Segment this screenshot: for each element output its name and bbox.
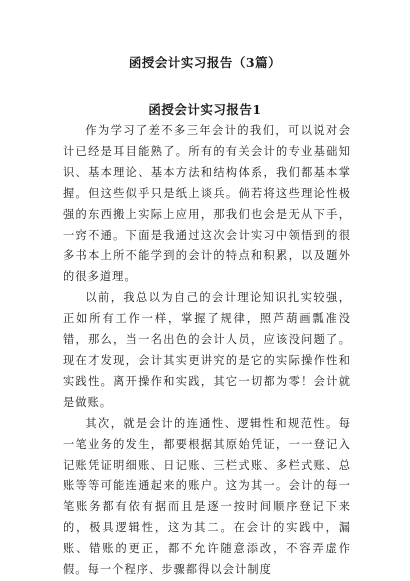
section-title: 函授会计实习报告1 [148, 102, 262, 117]
paragraph-1: 作为学习了差不多三年会计的我们，可以说对会计已经是耳目能熟了。所有的有关会计的专业基础知识、基本理论、基本方法和结构体系，我们都基本掌握。但这些似乎只是纸上谈兵。倘若将这些理论性极强的东西搬上实际上应用，那我们也会是无从下手，一窍不通。下面是我通过这次会计实习中领悟到的很多书本上所不能学到的会计的特点和积累，以及题外的很多道理。 [63, 124, 351, 284]
document-body [63, 121, 351, 581]
paragraph-2: 以前，我总以为自己的会计理论知识扎实较强，正如所有工作一样，掌握了规律，照芦葫画瓢准没错，那么，当一名出色的会计人员，应该没问题了。现在才发现，会计其实更讲究的是它的实际操作性和实践性。离开操作和实践，其它一切都为零！会计就是做账。 [63, 291, 351, 409]
document-title: 函授会计实习报告（3篇） [128, 55, 282, 70]
paragraph-3: 其次，就是会计的连通性、逻辑性和规范性。每一笔业务的发生，都要根据其原始凭证，一一登记入记账凭证明细账、日记账、三栏式账、多栏式账、总账等等可能连通起来的账户。这为其一。会计的每一笔账务都有依有据而且是逐一按时间顺序登记下来的，极具逻辑性，这为其二。在会计的实践中，漏账、错账的更正，都不允许随意添改，不容弄虚作假。每一个程序、步骤都得以会计制度 [63, 416, 351, 577]
